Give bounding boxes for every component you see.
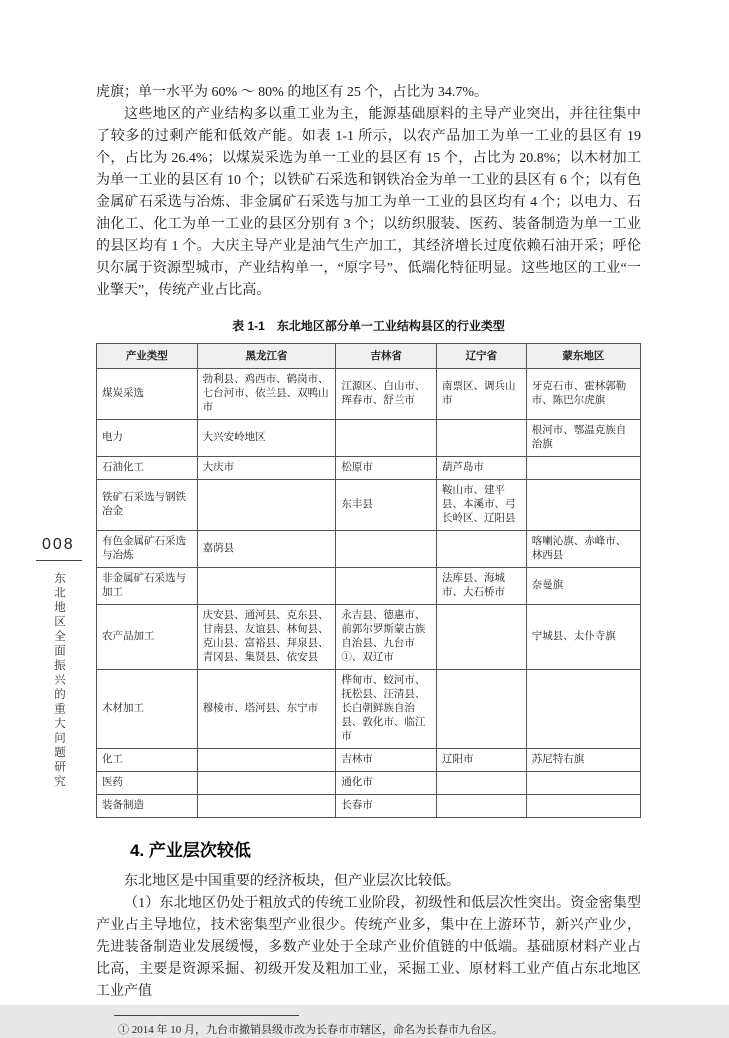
region-cell	[436, 772, 526, 795]
table-row	[97, 670, 641, 749]
table-header-cell: 吉林省	[336, 344, 437, 369]
region-cell: 法库县、海城市、大石桥市	[436, 568, 526, 605]
region-cell	[436, 605, 526, 670]
region-cell	[436, 420, 526, 457]
table-row	[97, 605, 641, 670]
industry-table	[96, 343, 641, 818]
region-cell: 通化市	[336, 772, 437, 795]
region-cell: 葫芦岛市	[436, 457, 526, 480]
region-cell	[336, 420, 437, 457]
section-heading: 4. 产业层次较低	[130, 841, 251, 860]
region-cell: 南票区、调兵山市	[436, 369, 526, 420]
page-number: 008	[42, 536, 75, 553]
region-cell	[526, 480, 640, 531]
region-cell	[436, 670, 526, 749]
region-cell: 江源区、白山市、珲春市、舒兰市	[336, 369, 437, 420]
region-cell: 吉林市	[336, 749, 437, 772]
region-cell	[336, 568, 437, 605]
region-cell	[436, 531, 526, 568]
industry-type-cell: 煤炭采选	[97, 369, 198, 420]
table-row	[97, 369, 641, 420]
table-header-row	[97, 344, 641, 369]
table-title: 表 1-1 东北地区部分单一工业结构县区的行业类型	[232, 319, 505, 333]
industry-type-cell: 化工	[97, 749, 198, 772]
footnote	[96, 1015, 641, 1038]
region-cell: 嘉荫县	[197, 531, 336, 568]
industry-type-cell: 电力	[97, 420, 198, 457]
table-row	[97, 795, 641, 818]
footnote-divider	[114, 1015, 299, 1016]
region-cell	[436, 795, 526, 818]
table-header-cell: 产业类型	[97, 344, 198, 369]
table-row	[97, 531, 641, 568]
table-row	[97, 749, 641, 772]
region-cell: 根河市、鄂温克族自治旗	[526, 420, 640, 457]
sidebar-divider	[36, 560, 82, 561]
region-cell: 永吉县、德惠市、前郭尔罗斯蒙古族自治县、九台市①、双辽市	[336, 605, 437, 670]
table-row	[97, 480, 641, 531]
table-body	[97, 369, 641, 818]
industry-type-cell: 装备制造	[97, 795, 198, 818]
industry-type-cell: 铁矿石采选与钢铁冶金	[97, 480, 198, 531]
page-content	[96, 82, 641, 1038]
table-row	[97, 772, 641, 795]
table-row	[97, 420, 641, 457]
industry-type-cell: 有色金属矿石采选与冶炼	[97, 531, 198, 568]
industry-type-cell: 木材加工	[97, 670, 198, 749]
region-cell: 勃利县、鸡西市、鹤岗市、七台河市、依兰县、双鸭山市	[197, 369, 336, 420]
region-cell	[526, 670, 640, 749]
table-header	[97, 344, 641, 369]
region-cell: 桦甸市、蛟河市、抚松县、汪清县、长白朝鲜族自治县、敦化市、临江市	[336, 670, 437, 749]
industry-type-cell: 农产品加工	[97, 605, 198, 670]
paragraph-continuation: 虎旗；单一水平为 60% ～ 80% 的地区有 25 个，占比为 34.7%。	[96, 85, 488, 100]
region-cell	[526, 795, 640, 818]
paragraph: 这些地区的产业结构多以重工业为主，能源基础原料的主导产业突出，并往往集中了较多的过剩产能和低效产能。如表 1-1 所示，以农产品加工为单一工业的县区有 19 个，占比为 26.4%；以煤炭采选为单一工业的县区有 15 个，占比为 20.8%；以木材加工为单一工业的县区有 10 个；以铁矿石采选和钢铁冶金为单一工业的县区有 6 个；以有色金属矿石采选与冶炼、非金属矿石采选与加工为单一工业的县区均有 4 个；以电力、石油化工、化工为单一工业的县区分别有 3 个；以纺织服装、医药、装备制造为单一工业的县区均有 1 个。大庆主导产业是油气生产加工，其经济增长过度依赖石油开采；呼伦贝尔属于资源型城市，产业结构单一，“原字号”、低端化特征明显。这些地区的工业“一业擎天”，传统产业占比高。	[96, 107, 641, 298]
table-header-cell: 辽宁省	[436, 344, 526, 369]
region-cell: 庆安县、通河县、克东县、甘南县、友谊县、林甸县、克山县、富裕县、拜泉县、青冈县、集贤县、依安县	[197, 605, 336, 670]
region-cell	[526, 457, 640, 480]
table-row	[97, 457, 641, 480]
region-cell	[197, 795, 336, 818]
region-cell: 奈曼旗	[526, 568, 640, 605]
region-cell: 长春市	[336, 795, 437, 818]
region-cell: 大兴安岭地区	[197, 420, 336, 457]
book-title: 东北地区全面振兴的重大问题研究	[53, 572, 65, 790]
region-cell	[197, 480, 336, 531]
table-header-cell: 蒙东地区	[526, 344, 640, 369]
region-cell: 喀喇沁旗、赤峰市、林西县	[526, 531, 640, 568]
industry-type-cell: 医药	[97, 772, 198, 795]
paragraph: 东北地区是中国重要的经济板块，但产业层次比较低。	[124, 874, 460, 889]
region-cell	[197, 772, 336, 795]
region-cell: 穆棱市、塔河县、东宁市	[197, 670, 336, 749]
region-cell: 苏尼特右旗	[526, 749, 640, 772]
region-cell: 松原市	[336, 457, 437, 480]
region-cell: 宁城县、太仆寺旗	[526, 605, 640, 670]
region-cell	[526, 772, 640, 795]
region-cell: 大庆市	[197, 457, 336, 480]
region-cell: 东丰县	[336, 480, 437, 531]
region-cell	[197, 749, 336, 772]
region-cell	[336, 531, 437, 568]
footnote-text: ① 2014 年 10 月，九台市撤销县级市改为长春市市辖区，命名为长春市九台区。	[118, 1024, 503, 1036]
table-header-cell: 黑龙江省	[197, 344, 336, 369]
region-cell	[197, 568, 336, 605]
region-cell: 辽阳市	[436, 749, 526, 772]
table-row	[97, 568, 641, 605]
industry-type-cell: 非金属矿石采选与加工	[97, 568, 198, 605]
industry-type-cell: 石油化工	[97, 457, 198, 480]
paragraph: （1）东北地区仍处于粗放式的传统工业阶段，初级性和低层次性突出。资金密集型产业占主导地位，技术密集型产业很少。传统产业多，集中在上游环节，新兴产业少，先进装备制造业发展缓慢，多数产业处于全球产业价值链的中低端。基础原材料产业占比高，主要是资源采掘、初级开发及粗加工业，采掘工业、原材料工业产值占东北地区工业产值	[96, 896, 641, 999]
region-cell: 牙克石市、霍林郭勒市、陈巴尔虎旗	[526, 369, 640, 420]
region-cell: 鞍山市、建平县、本溪市、弓长岭区、辽阳县	[436, 480, 526, 531]
